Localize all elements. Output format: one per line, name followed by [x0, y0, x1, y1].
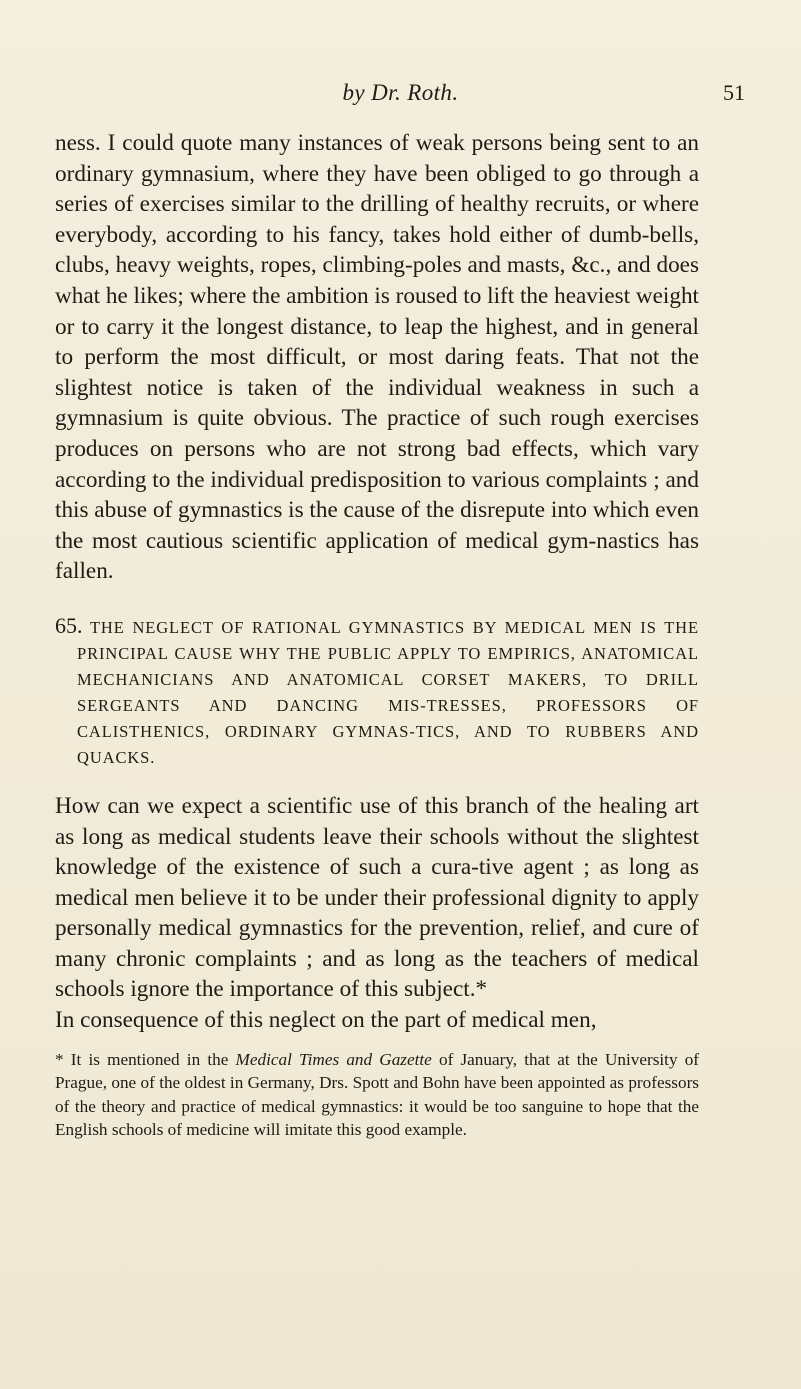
page-body	[55, 128, 699, 1142]
page-number: 51	[723, 80, 745, 105]
section-number: 65.	[55, 612, 83, 638]
running-head	[56, 80, 745, 110]
footnote-lead: * It is mentioned in the	[55, 1049, 229, 1069]
footnote-journal: Medical Times and Gazette	[235, 1049, 432, 1069]
paragraph: How can we expect a scientific use of this branch of the healing art as long as medical students leave their schools without the slightest knowledge of the existence of such a cura-tive agent ; as long as medical men believe it to be under their professional dignity to apply personally medical gymnastics for the prevention, relief, and cure of many chronic complaints ; and as long as the teachers of medical schools ignore the importance of this subject.*	[55, 792, 699, 1003]
running-title-author: Dr. Roth.	[371, 80, 459, 105]
running-title	[56, 80, 745, 106]
paragraph-continued: ness. I could quote many instances of weak persons being sent to an ordinary gymnasium, where they have been obliged to go through a series of exercises similar to the drilling of healthy recruits, or where everybody, according to his fancy, takes hold either of dumb-bells, clubs, heavy weights, ropes, climbing-poles and masts, &c., and does what he likes; where the ambition is roused to lift the heaviest weight or to carry it the longest distance, to leap the highest, and in general to perform the most difficult, or most daring feats. That not the slightest notice is taken of the individual weakness in such a gymnasium is quite obvious. The practice of such rough exercises produces on persons who are not strong bad effects, which vary according to the individual predisposition to various complaints ; and this abuse of gymnastics is the cause of the disrepute into which even the most cautious scientific application of medical gym-nastics has fallen.	[55, 130, 699, 585]
footnote	[55, 1048, 699, 1142]
section-heading-text: THE NEGLECT OF RATIONAL GYMNASTICS BY MEDICAL MEN IS THE PRINCIPAL CAUSE WHY THE PUBLIC APPLY TO EMPIRICS, ANATOMICAL MECHANICIANS AND ANATOMICAL CORSET MAKERS, TO DRILL SERGEANTS AND DANCING MIS-TRESSES, PROFESSORS OF CALISTHENICS, ORDINARY GYMNAS-TICS, AND TO RUBBERS AND QUACKS.	[77, 617, 699, 767]
paragraph: In consequence of this neglect on the part of medical men,	[55, 1007, 597, 1034]
footnote-text: of January, that at the University of Prague, one of the oldest in Germany, Drs. Spott and Bohn have been appointed as professors of the theory and practice of medical gymnastics: it would be too sanguine to hope that the English schools of medicine will imitate this good example.	[55, 1049, 700, 1140]
running-title-prefix: by	[342, 80, 366, 105]
section-heading	[55, 613, 699, 771]
